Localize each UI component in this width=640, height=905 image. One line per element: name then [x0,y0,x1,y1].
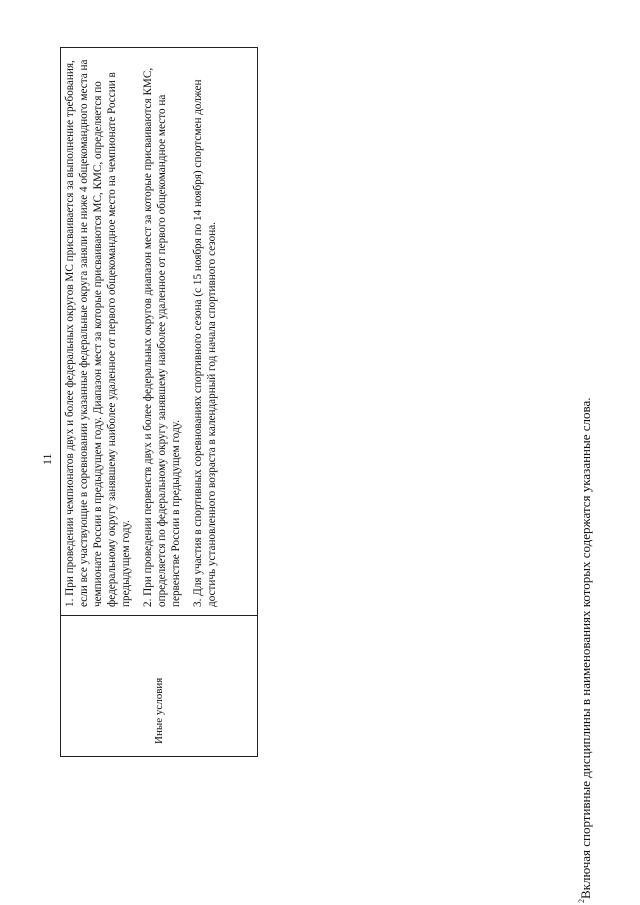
conditions-table [60,47,258,757]
page-number: 11 [40,453,54,465]
footnote [574,398,593,904]
condition-item-3: 3. Для участия в спортивных соревнованиях спортивного сезона (с 15 ноября по 14 ноября) спортсмен должен достичь установленного возраста в календарный год начала спортивного сезона. [192,79,218,607]
condition-item-2: 2. При проведении первенств двух и более федеральных округов диапазон мест за которые присваиваются КМС, определяется по федеральному округу занявшему наиболее удаленное от первого общекомандное место на первенстве России в предыдущем году. [142,67,182,607]
footnote-marker: 2 [577,899,586,903]
condition-item-1: 1. При проведении чемпионатов двух и более федеральных округов МС присваивается за выполнение требования, если все участвующие в соревновании указанные федеральные округа заняли не ниже 4 общекомандного места на чемпионате России в предыдущем году. Диапазон мест за которые присваиваются МС, КМС, определяется по федеральному округу занявшему наиболее удаленное от первого общекомандное место на чемпионате России в предыдущем году. [64,59,132,607]
table-content-cell [61,48,257,615]
table-label: Иные условия [153,677,165,744]
table-label-cell [61,615,257,756]
footnote-text: Включая спортивные дисциплины в наименованиях которых содержатся указанные слова. [578,397,593,899]
